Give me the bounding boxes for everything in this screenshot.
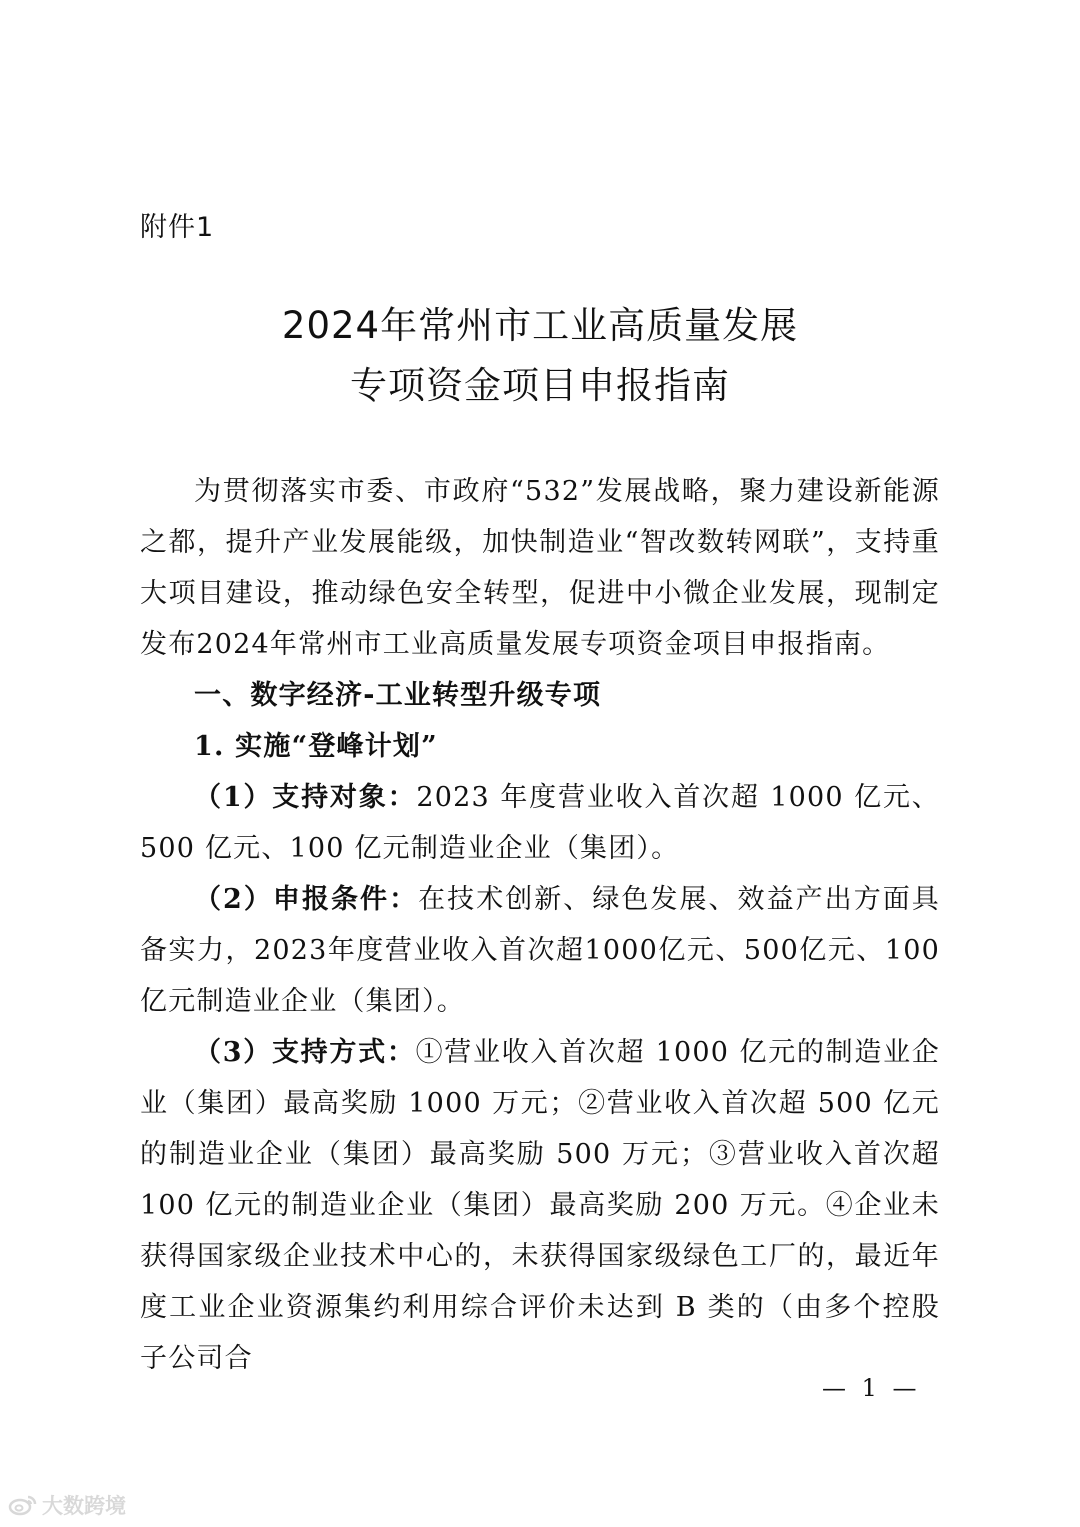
item-text: ①营业收入首次超 1000 亿元的制造业企业（集团）最高奖励 1000 万元；②营业收入首次超 500 亿元的制造业企业（集团）最高奖励 500 万元；③营业收入首次超 100 亿元的制造业企业（集团）最高奖励 200 万元。④企业未获得国家级企业技术中心的，未获得国家级绿色工厂的，最近年度工业企业资源集约利用综合评价未达到 B 类的（由多个控股子公司合 <box>140 1037 941 1374</box>
item-label: （3）支持方式： <box>194 1037 416 1068</box>
item-paragraph-1 <box>140 772 940 874</box>
section-heading: 一、数字经济-工业转型升级专项 <box>194 680 602 711</box>
document-body <box>140 466 940 1384</box>
page-number: — 1 — <box>822 1374 921 1402</box>
document-title-line-1: 2024年常州市工业高质量发展 <box>281 304 799 347</box>
watermark-text: 大数跨境 <box>42 1494 126 1518</box>
item-text: 2023 年度营业收入首次超 1000 亿元、500 亿元、100 亿元制造业企业（集团）。 <box>140 782 940 864</box>
item-text: 在技术创新、绿色发展、效益产出方面具备实力，2023年度营业收入首次超1000亿元、500亿元、100亿元制造业企业（集团）。 <box>140 884 940 1017</box>
subsection-heading: 1. 实施“登峰计划” <box>194 731 438 762</box>
attachment-label: 附件1 <box>140 212 215 243</box>
item-paragraph-3 <box>140 1027 940 1384</box>
weibo-logo-icon <box>8 1494 38 1516</box>
item-label: （1）支持对象： <box>194 782 417 813</box>
watermark <box>8 1490 126 1520</box>
intro-paragraph: 为贯彻落实市委、市政府“532”发展战略，聚力建设新能源之都，提升产业发展能级，加快制造业“智改数转网联”，支持重大项目建设，推动绿色安全转型，促进中小微企业发展，现制定发布2024年常州市工业高质量发展专项资金项目申报指南。 <box>140 476 940 660</box>
item-paragraph-2 <box>140 874 940 1027</box>
item-label: （2）申报条件： <box>194 884 419 915</box>
document-title-line-2: 专项资金项目申报指南 <box>350 364 730 407</box>
